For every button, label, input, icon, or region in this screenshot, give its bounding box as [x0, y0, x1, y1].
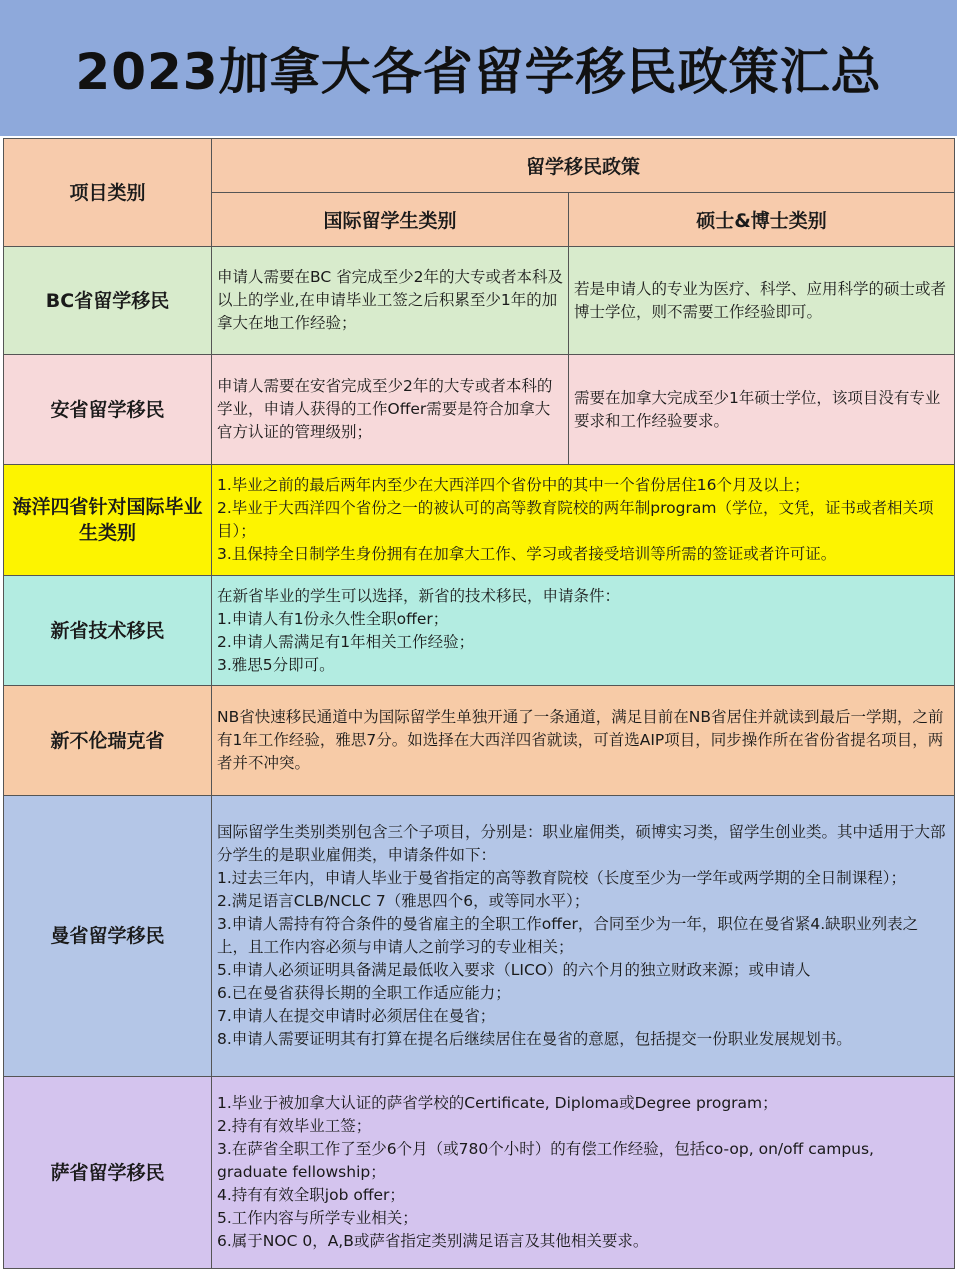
page-title: 2023加拿大各省留学移民政策汇总: [0, 0, 957, 136]
row-category: 新不伦瑞克省: [4, 686, 212, 796]
content-line: 2.申请人需满足有1年相关工作经验；: [217, 632, 475, 651]
content-line: 1.申请人有1份永久性全职offer；: [217, 609, 449, 628]
content-line: 8.申请人需要证明其有打算在提名后继续居住在曼省的意愿，包括提交一份职业发展规划书。: [217, 1030, 852, 1048]
table-row: [4, 355, 955, 465]
row-grad-text: 需要在加拿大完成至少1年硕士学位，该项目没有专业要求和工作经验要求。: [569, 355, 955, 465]
content-line: 2.持有有效毕业工签；: [217, 1117, 372, 1135]
table-row: [4, 576, 955, 686]
content-line: 6.已在曼省获得长期的全职工作适应能力；: [217, 984, 511, 1002]
table-row: [4, 465, 955, 576]
row-intl-text: 申请人需要在安省完成至少2年的大专或者本科的学业，申请人获得的工作Offer需要是符合加拿大官方认证的管理级别；: [212, 355, 569, 465]
row-category: 海洋四省针对国际毕业生类别: [4, 465, 212, 576]
content-line: 6.属于NOC 0，A,B或萨省指定类别满足语言及其他相关要求。: [217, 1232, 649, 1250]
row-content: [212, 465, 955, 576]
table-row: [4, 796, 955, 1077]
content-line: 3.雅思5分即可。: [217, 655, 335, 674]
content-line: NB省快速移民通道中为国际留学生单独开通了一条通道，满足目前在NB省居住并就读到最后一学期，之前有1年工作经验，雅思7分。如选择在大西洋四省就读，可首选AIP项目，同步操作所在省份省提名项目，两者并不冲突。: [217, 708, 944, 772]
header-intl: 国际留学生类别: [212, 193, 569, 247]
header-row: [4, 139, 955, 193]
content-line: 7.申请人在提交申请时必须居住在曼省；: [217, 1007, 496, 1025]
row-content: [212, 796, 955, 1077]
row-category: 安省留学移民: [4, 355, 212, 465]
row-content: [212, 686, 955, 796]
header-grad: 硕士&博士类别: [569, 193, 955, 247]
content-line: 3.申请人需持有符合条件的曼省雇主的全职工作offer，合同至少为一年，职位在曼省紧4.缺职业列表之上，且工作内容必须与申请人之前学习的专业相关；: [217, 915, 919, 956]
content-line: 2.满足语言CLB/NCLC 7（雅思四个6，或等同水平）；: [217, 892, 590, 910]
row-category: BC省留学移民: [4, 247, 212, 355]
table-row: [4, 686, 955, 796]
row-category: 曼省留学移民: [4, 796, 212, 1077]
content-line: 2.毕业于大西洋四个省份之一的被认可的高等教育院校的两年制program（学位，文凭，证书或者相关项目）；: [217, 499, 934, 540]
content-line: 4.持有有效全职job offer；: [217, 1186, 405, 1204]
content-line: 5.工作内容与所学专业相关；: [217, 1209, 418, 1227]
header-category: 项目类别: [4, 139, 212, 247]
content-line: 1.毕业之前的最后两年内至少在大西洋四个省份中的其中一个省份居住16个月及以上；: [217, 476, 810, 494]
table-row: [4, 247, 955, 355]
row-category: 萨省留学移民: [4, 1077, 212, 1269]
content-line: 国际留学生类别类别包含三个子项目，分别是：职业雇佣类，硕博实习类，留学生创业类。其中适用于大部分学生的是职业雇佣类，申请条件如下：: [217, 823, 946, 864]
header-policy: 留学移民政策: [212, 139, 955, 193]
row-intl-text: 申请人需要在BC 省完成至少2年的大专或者本科及以上的学业,在申请毕业工签之后积累至少1年的加拿大在地工作经验；: [212, 247, 569, 355]
row-content: [212, 1077, 955, 1269]
table-row: [4, 1077, 955, 1269]
content-line: 3.在萨省全职工作了至少6个月（或780个小时）的有偿工作经验，包括co-op, on/off campus, graduate fellowship；: [217, 1140, 874, 1181]
policy-table: [3, 138, 955, 1269]
content-line: 1.毕业于被加拿大认证的萨省学校的Certificate, Diploma或Degree program；: [217, 1094, 778, 1112]
row-grad-text: 若是申请人的专业为医疗、科学、应用科学的硕士或者博士学位，则不需要工作经验即可。: [569, 247, 955, 355]
content-line: 3.且保持全日制学生身份拥有在加拿大工作、学习或者接受培训等所需的签证或者许可证。: [217, 545, 837, 563]
content-line: 1.过去三年内，申请人毕业于曼省指定的高等教育院校（长度至少为一学年或两学期的全日制课程）；: [217, 869, 907, 887]
row-category: 新省技术移民: [4, 576, 212, 686]
row-content: [212, 576, 955, 686]
content-line: 5.申请人必须证明具备满足最低收入要求（LICO）的六个月的独立财政来源；或申请人: [217, 961, 811, 979]
content-line: 在新省毕业的学生可以选择，新省的技术移民，申请条件：: [217, 586, 621, 605]
